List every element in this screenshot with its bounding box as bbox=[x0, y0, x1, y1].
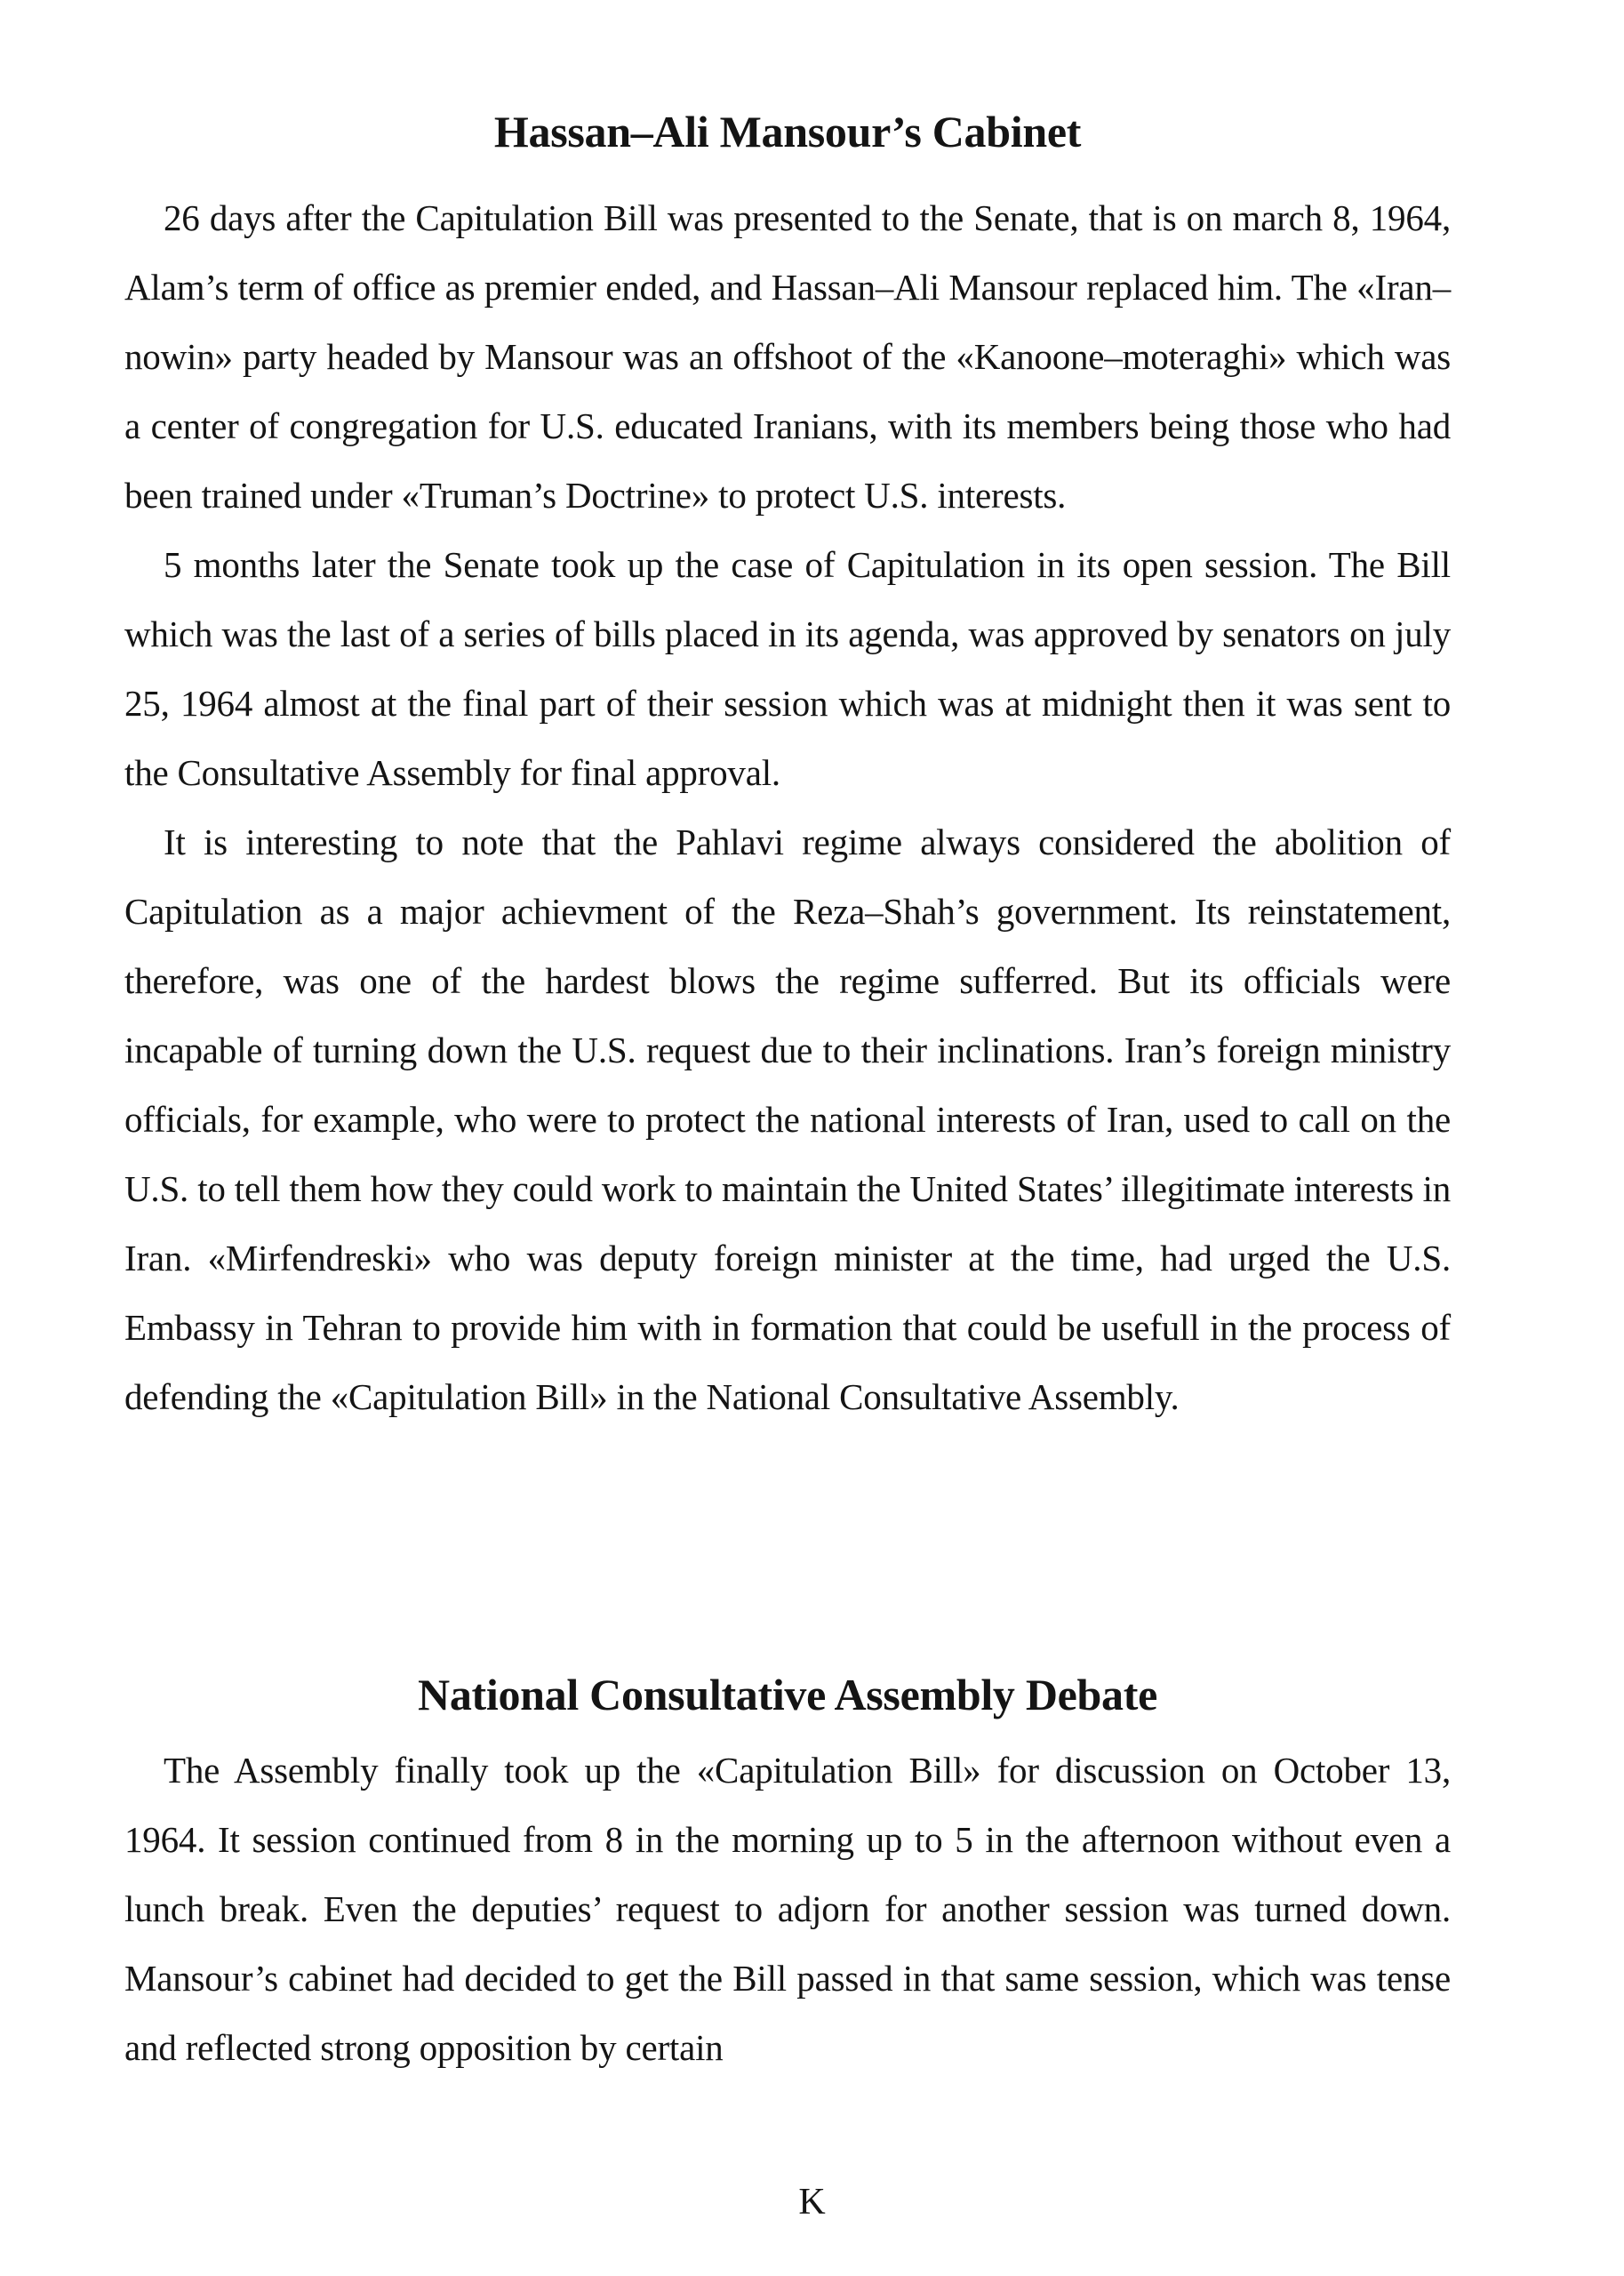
paragraph: 5 months later the Senate took up the case of Capitulation in its open session. The Bill which was the last of a series of bills placed in its agenda, was approved by senators on july 25, 1964 almost at the final part of their session which was at midnight then it was sent to the Consultative Assembly for final approval. bbox=[124, 544, 1451, 793]
section-heading-mansour-cabinet: Hassan–Ali Mansour’s Cabinet bbox=[493, 107, 1082, 156]
paragraph: It is interesting to note that the Pahlavi regime always considered the abolition of Capitulation as a major achievment of the Reza–Shah’s government. Its reinstatement, therefore, was one of the hardest blows the regime sufferred. But its officials were incapable of turning down the U.S. request due to their inclinations. Iran’s foreign ministry officials, for example, who were to protect the national interests of Iran, used to call on the U.S. to tell them how they could work to maintain the United States’ illegitimate interests in Iran. «Mirfendreski» who was deputy foreign minister at the time, had urged the U.S. Embassy in Tehran to provide him with in formation that could be usefull in the process of defending the «Capitulation Bill» in the National Consultative Assembly. bbox=[124, 821, 1451, 1417]
section-body-assembly-debate bbox=[124, 1735, 1451, 2082]
page-number: K bbox=[798, 2182, 826, 2223]
paragraph: 26 days after the Capitulation Bill was presented to the Senate, that is on march 8, 1964, Alam’s term of office as premier ended, and Hassan–Ali Mansour replaced him. The «Iran–nowin» party headed by Mansour was an offshoot of the «Kanoone–moteraghi» which was a center of congregation for U.S. educated Iranians, with its members being those who had been trained under «Truman’s Doctrine» to protect U.S. interests. bbox=[124, 197, 1451, 516]
section-heading-assembly-debate: National Consultative Assembly Debate bbox=[418, 1670, 1157, 1719]
section-body-mansour-cabinet bbox=[124, 183, 1451, 1431]
paragraph: The Assembly finally took up the «Capitulation Bill» for discussion on October 13, 1964. It session continued from 8 in the morning up to 5 in the afternoon without even a lunch break. Even the deputies’ request to adjorn for another session was turned down. Mansour’s cabinet had decided to get the Bill passed in that same session, which was tense and reflected strong opposition by certain bbox=[124, 1750, 1451, 2068]
